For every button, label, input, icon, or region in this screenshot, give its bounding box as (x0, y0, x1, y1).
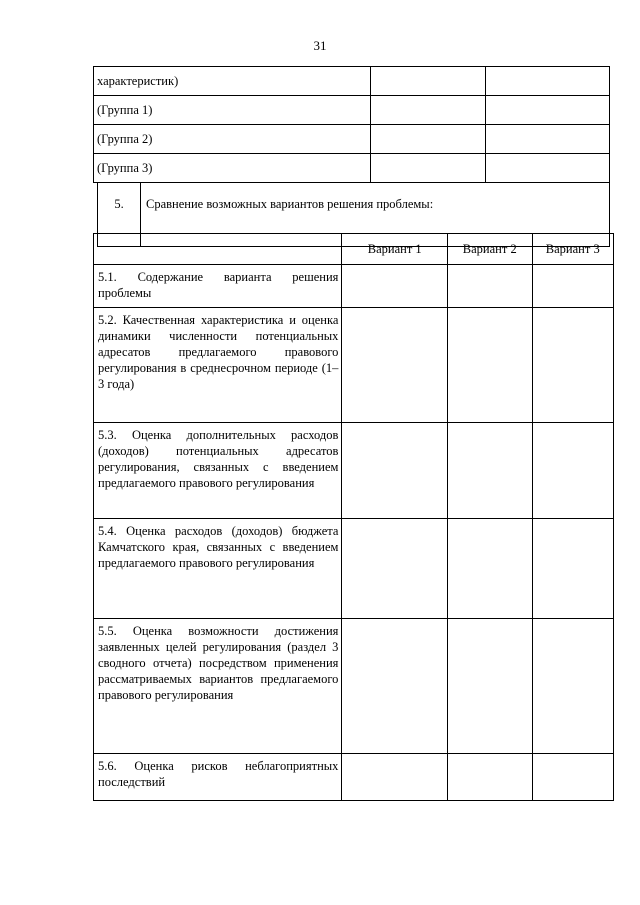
row-label: 5.6. Оценка рисков неблагоприятных последствий (94, 754, 342, 801)
table-cell (448, 265, 532, 308)
table-cell (448, 308, 532, 423)
table-cell (532, 265, 614, 308)
header-variant-2: Вариант 2 (448, 234, 532, 265)
previous-section-table (93, 66, 610, 183)
table-row (94, 423, 614, 519)
table-cell (371, 125, 486, 154)
table-header-row (94, 234, 614, 265)
row-label: (Группа 3) (94, 154, 371, 183)
table-cell (448, 754, 532, 801)
table-cell (371, 67, 486, 96)
table-cell (448, 519, 532, 619)
table-row (94, 125, 610, 154)
table-cell (532, 619, 614, 754)
row-label: характеристик) (94, 67, 371, 96)
table-row (94, 754, 614, 801)
page-number: 31 (313, 38, 327, 53)
table-row (94, 154, 610, 183)
table-row (94, 96, 610, 125)
table-row (94, 519, 614, 619)
row-label: 5.2. Качественная характеристика и оценка динамики численности потенциальных адресатов предлагаемого правового регулирования в среднесрочном периоде (1–3 года) (94, 308, 342, 423)
row-label: (Группа 1) (94, 96, 371, 125)
table-cell (532, 423, 614, 519)
table-cell (342, 619, 448, 754)
header-empty-cell (94, 234, 342, 265)
table-cell (532, 308, 614, 423)
row-label: 5.4. Оценка расходов (доходов) бюджета Камчатского края, связанных с введением предлагаемого правового регулирования (94, 519, 342, 619)
header-variant-1: Вариант 1 (342, 234, 448, 265)
table-cell (486, 154, 610, 183)
table-row (94, 308, 614, 423)
table-cell (532, 519, 614, 619)
table-cell (342, 308, 448, 423)
table-row (94, 265, 614, 308)
table-cell (342, 423, 448, 519)
table-cell (486, 67, 610, 96)
header-variant-3: Вариант 3 (532, 234, 614, 265)
table-cell (342, 754, 448, 801)
table-cell (486, 125, 610, 154)
row-label: (Группа 2) (94, 125, 371, 154)
table-cell (342, 265, 448, 308)
table-cell (486, 96, 610, 125)
row-label: 5.3. Оценка дополнительных расходов (доходов) потенциальных адресатов регулирования, связанных с введением предлагаемого правового регулирования (94, 423, 342, 519)
section-title: Сравнение возможных вариантов решения проблемы: (141, 183, 610, 247)
table-cell (448, 619, 532, 754)
row-label: 5.5. Оценка возможности достижения заявленных целей регулирования (раздел 3 сводного отчета) посредством применения рассматриваемых вариантов предлагаемого правового регулирования (94, 619, 342, 754)
table-cell (371, 154, 486, 183)
section-number: 5. (98, 183, 141, 247)
table-row (94, 619, 614, 754)
comparison-table (93, 233, 614, 801)
table-row (94, 67, 610, 96)
table-cell (342, 519, 448, 619)
row-label: 5.1. Содержание варианта решения проблемы (94, 265, 342, 308)
table-cell (371, 96, 486, 125)
table-cell (448, 423, 532, 519)
table-cell (532, 754, 614, 801)
